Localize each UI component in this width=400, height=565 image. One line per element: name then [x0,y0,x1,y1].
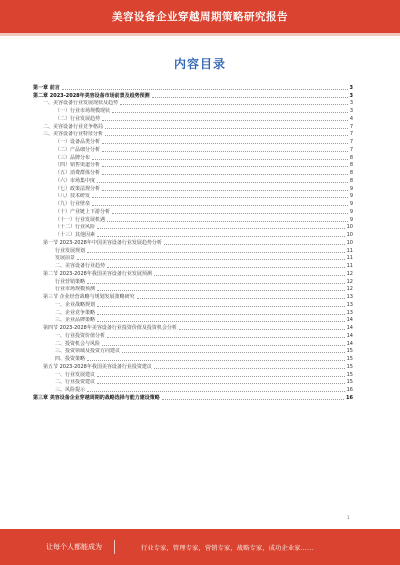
toc-entry[interactable] [33,115,353,123]
toc-leader-dots [102,174,348,175]
toc-entry-label: 行业营销策略 [55,278,86,285]
toc-entry[interactable] [33,324,353,332]
toc-leader-dots [92,205,348,206]
toc-entry-label: 二、投资机会与风险 [55,340,101,347]
toc-entry-page: 12 [346,278,353,285]
toc-entry-label: 三、美容设备行业特征分析 [43,131,104,138]
toc-entry-page: 14 [346,340,353,347]
toc-entry-label: 发展前景 [55,255,76,262]
toc-entry-page: 3 [349,100,353,107]
toc-leader-dots [87,391,345,392]
toc-entry[interactable] [33,386,353,394]
toc-entry-label: 二、美容设备行业趋势 [55,263,106,269]
toc-leader-dots [92,197,348,198]
footer-tagline: 行业专家，管理专家，营销专家，战略专家，成功企业家…… [141,544,314,552]
toc-leader-dots [97,306,345,307]
toc-entry[interactable] [33,278,353,286]
toc-leader-dots [87,360,345,361]
toc-entry-label: 二、企业竞争策略 [55,309,96,316]
toc-entry-page: 9 [349,193,353,200]
toc-entry-label: 第三章 美容设备企业穿越周期的战略选择与能力建设策略 [33,394,160,401]
toc-entry-page: 10 [346,224,353,231]
toc-entry-label: 第四节 2023-2028年美容设备行业投资价值及投资机会分析 [43,325,177,331]
toc-entry-page: 7 [349,131,353,138]
toc-entry[interactable] [33,154,353,162]
toc-entry[interactable] [33,239,353,247]
toc-leader-dots [97,228,345,229]
toc-entry[interactable] [33,162,353,170]
toc-leader-dots [97,321,345,322]
toc-leader-dots [107,337,345,338]
toc-leader-dots [107,221,348,222]
toc-leader-dots [105,135,348,136]
toc-entry-page: 14 [346,325,353,331]
toc-leader-dots [107,267,345,268]
toc-leader-dots [97,236,345,237]
toc-leader-dots [97,383,345,384]
toc-entry-label: 第一章 前言 [33,84,60,91]
toc-entry-page: 16 [346,394,353,401]
footer-divider [114,540,115,554]
toc-entry-label: 第五节 2023-2028年我国美容设备行业投资建议 [43,363,152,370]
toc-entry-label: 一、行业投资价值分析 [55,332,106,339]
header-band [0,0,400,33]
toc-entry[interactable] [33,309,353,317]
toc-entry-page: 9 [349,208,353,215]
toc-entry-page: 16 [346,387,353,393]
toc-leader-dots [154,275,345,276]
toc-entry-page: 8 [349,162,353,169]
toc-leader-dots [102,143,348,144]
toc-entry[interactable] [33,394,353,402]
toc-entry-page: 10 [346,239,353,246]
toc-leader-dots [152,97,348,98]
toc-entry-label: 三、投资领域及投资方向建议 [55,348,121,355]
toc-leader-dots [97,182,348,183]
toc-entry[interactable] [33,332,353,340]
toc-leader-dots [102,120,348,121]
toc-entry-page: 7 [349,139,353,145]
toc-entry[interactable] [33,146,353,154]
toc-entry[interactable] [33,92,353,100]
toc-leader-dots [105,128,348,129]
toc-leader-dots [87,252,345,253]
toc-leader-dots [102,151,348,152]
toc-entry-page: 15 [346,348,353,355]
toc-leader-dots [97,290,345,291]
toc-entry-label: （二）产品细分分析 [55,146,101,153]
toc-entry-page: 7 [349,146,353,153]
toc-entry[interactable] [33,208,353,216]
toc-entry-label: （五）消费群体分析 [55,170,101,176]
toc-leader-dots [92,159,348,160]
toc-entry[interactable] [33,177,353,185]
toc-entry-page: 11 [346,247,353,254]
toc-entry[interactable] [33,317,353,325]
page-mark: 1 [347,515,350,520]
header-divider [0,33,400,36]
toc-entry-page: 14 [346,332,353,339]
toc-entry[interactable] [33,84,353,92]
toc-entry-label: （三）品牌分布 [55,154,91,161]
footer-slogan: 让每个人都能成为 [46,543,102,551]
toc-entry-page: 15 [346,363,353,370]
toc-leader-dots [179,329,345,330]
toc-entry-page: 13 [346,301,353,308]
toc-entry-page: 15 [346,356,353,362]
toc-entry-page: 14 [346,317,353,324]
toc-entry-label: （一）行业市场规模现状 [55,108,111,114]
toc-entry[interactable] [33,247,353,255]
toc-entry-page: 8 [349,170,353,176]
toc-entry-label: （四）销售渠道分析 [55,162,101,169]
toc-entry[interactable] [33,301,353,309]
toc-entry-page: 8 [349,154,353,161]
toc-entry[interactable] [33,107,353,115]
toc-entry[interactable] [33,100,353,108]
toc-leader-dots [137,298,345,299]
toc-entry-label: 三、风险提示 [55,387,86,393]
toc-leader-dots [164,244,345,245]
toc-entry-label: （十三）其他因素 [55,232,96,238]
toc-entry-label: 三、企业品牌策略 [55,317,96,324]
toc-entry[interactable] [33,379,353,387]
toc-entry[interactable] [33,123,353,131]
toc-entry[interactable] [33,371,353,379]
toc-leader-dots [102,190,348,191]
toc-entry[interactable] [33,355,353,363]
toc-leader-dots [97,376,345,377]
toc-entry-label: 行业发展规划 [55,247,86,254]
toc-leader-dots [112,112,348,113]
toc-leader-dots [120,104,348,105]
table-of-contents [33,84,353,402]
toc-entry[interactable] [33,231,353,239]
toc-entry-page: 9 [349,201,353,207]
toc-entry-label: （八）技术研发 [55,193,91,200]
toc-entry-page: 4 [349,115,353,122]
toc-entry-label: 行业市场规模预测 [55,286,96,293]
toc-entry-label: 第三节 企业经营战略与规划发展策略研究 [43,294,135,300]
toc-entry[interactable] [33,169,353,177]
toc-entry[interactable] [33,340,353,348]
toc-entry[interactable] [33,131,353,139]
toc-entry-label: （九）行业壁垒 [55,201,91,207]
toc-leader-dots [77,259,345,260]
toc-entry-page: 11 [346,263,353,269]
toc-entry[interactable] [33,363,353,371]
toc-entry[interactable] [33,224,353,232]
toc-entry[interactable] [33,138,353,146]
toc-entry[interactable] [33,193,353,201]
toc-entry-label: （十一）行业发展机遇 [55,216,106,223]
toc-entry-label: 二、美容设备行业竞争格局 [43,123,104,130]
toc-entry[interactable] [33,348,353,356]
toc-entry-page: 12 [346,270,353,277]
toc-entry-page: 10 [346,232,353,238]
toc-leader-dots [154,368,345,369]
toc-entry[interactable] [33,185,353,193]
toc-entry-label: 第一节 2023-2028年中国美容设备行业发展趋势分析 [43,239,162,246]
toc-entry-page: 3 [349,92,353,99]
toc-entry-page: 9 [349,185,353,192]
toc-entry[interactable] [33,255,353,263]
toc-entry-page: 15 [346,371,353,378]
toc-entry-page: 15 [346,379,353,386]
toc-entry-label: 第二节 2023-2028年我国美容设备行业发展预测 [43,270,152,277]
toc-entry-label: （七）政策法规分析 [55,185,101,192]
toc-leader-dots [162,399,344,400]
toc-leader-dots [102,345,345,346]
toc-entry[interactable] [33,200,353,208]
toc-leader-dots [102,166,348,167]
toc-entry-page: 9 [349,216,353,223]
footer-band [0,529,400,565]
toc-entry[interactable] [33,262,353,270]
toc-entry-label: 二、行业投资建议 [55,379,96,386]
report-title: 美容设备企业穿越周期策略研究报告 [112,11,288,23]
toc-leader-dots [87,283,345,284]
toc-entry-label: 一、美容设备行业发展现状及趋势 [43,100,119,107]
toc-entry[interactable] [33,286,353,294]
toc-entry-page: 3 [349,108,353,114]
toc-entry-label: （十二）行业风险 [55,224,96,231]
toc-entry-label: （二）行业发展趋势 [55,115,101,122]
toc-entry-label: 第二章 2023-2028年美容设备市场前景及趋势预测 [33,92,150,99]
toc-entry-label: 四、投资策略 [55,356,86,362]
toc-entry-label: 一、行业发展建议 [55,371,96,378]
toc-entry-page: 3 [349,84,353,91]
toc-entry-label: 一、企业战略规划 [55,301,96,308]
toc-leader-dots [62,89,348,90]
toc-leader-dots [112,213,348,214]
toc-entry-page: 7 [349,123,353,130]
toc-entry[interactable] [33,293,353,301]
toc-entry-label: （六）市场集中度 [55,177,96,184]
toc-entry-page: 12 [346,286,353,293]
toc-heading: 内容目录 [173,57,226,71]
toc-leader-dots [97,314,345,315]
toc-entry-label: （一）设备品类分析 [55,139,101,145]
toc-entry-page: 13 [346,294,353,300]
toc-entry-label: （十）产业链上下游分析 [55,208,111,215]
toc-entry[interactable] [33,216,353,224]
toc-entry-page: 8 [349,177,353,184]
toc-leader-dots [122,352,345,353]
toc-entry-page: 11 [346,255,353,262]
toc-entry[interactable] [33,270,353,278]
toc-entry-page: 13 [346,309,353,316]
